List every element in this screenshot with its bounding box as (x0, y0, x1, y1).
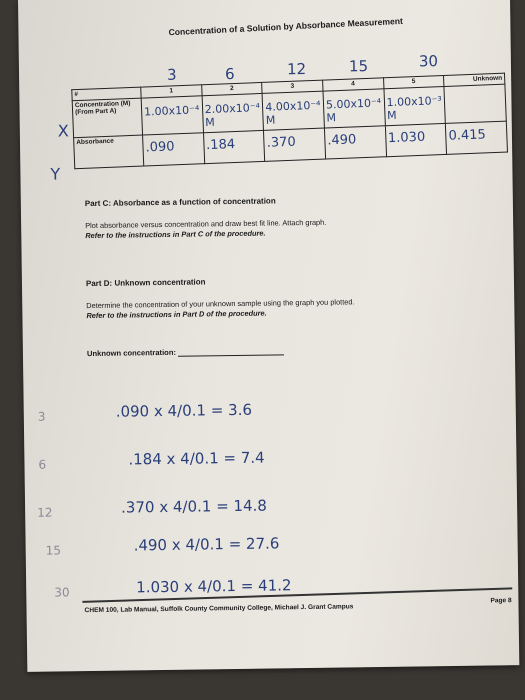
concentration-value: 1.00x10⁻⁴ (143, 103, 200, 119)
footer-text: CHEM 100, Lab Manual, Suffolk County Community College, Michael J. Grant Campus (84, 603, 354, 615)
calc-line: 1.030 x 4/0.1 = 41.2 (136, 576, 292, 597)
unknown-concentration-field (87, 346, 284, 358)
part-c-body (85, 218, 326, 241)
calc-line: .184 x 4/0.1 = 7.4 (128, 448, 265, 469)
absorbance-value: .090 (145, 139, 175, 156)
worksheet-title: Concentration of a Solution by Absorbance Measurement (168, 15, 404, 38)
concentration-label: Concentration (M) (From Part A) (72, 98, 142, 138)
x-axis-mark: X (57, 121, 69, 141)
calc-line: .370 x 4/0.1 = 14.8 (120, 496, 267, 517)
table-cell (385, 123, 447, 156)
calc-label: 15 (45, 543, 62, 558)
absorbance-value: .370 (266, 134, 297, 151)
worksheet-page (18, 0, 519, 672)
data-table (71, 73, 508, 170)
part-c-instruction: Refer to the instructions in Part C of the procedure. (85, 228, 266, 241)
answer-blank (178, 346, 284, 356)
absorbance-label: Absorbance (74, 135, 144, 169)
absorbance-value: 1.030 (387, 129, 426, 147)
handwritten-multiplier-2: 6 (224, 64, 235, 84)
unknown-absorbance-value: 0.415 (448, 127, 487, 144)
table-cell (384, 86, 446, 125)
table-cell (444, 84, 506, 123)
table-header-cell: 4 (323, 78, 384, 91)
handwritten-multiplier-4: 15 (348, 57, 369, 76)
handwritten-multiplier-3: 12 (286, 59, 307, 79)
table-cell (446, 121, 508, 154)
table-cell (324, 126, 386, 159)
y-axis-mark: Y (50, 164, 61, 184)
table-header-cell: Unknown (444, 73, 505, 86)
absorbance-value: .490 (327, 132, 357, 149)
table-header-cell: 5 (383, 75, 444, 88)
handwritten-multiplier-1: 3 (166, 65, 177, 84)
calc-label: 6 (38, 457, 47, 472)
table-cell (203, 130, 265, 163)
table-cell (323, 89, 385, 128)
part-c-text: Plot absorbance versus concentration and draw best fit line. Attach graph. (85, 217, 327, 231)
concentration-value: 4.00x10⁻⁴ M (265, 98, 321, 127)
part-d-text: Determine the concentration of your unknown sample using the graph you plotted. (86, 297, 355, 311)
table-cell (264, 128, 326, 161)
table-header-cell: 2 (201, 82, 262, 95)
part-d-instruction: Refer to the instructions in Part D of the procedure. (86, 308, 267, 321)
table-cell (141, 96, 203, 135)
table-header-cell: 1 (141, 85, 202, 98)
page-number: Page 8 (490, 597, 512, 605)
calc-label: 3 (37, 409, 46, 424)
unknown-concentration-label: Unknown concentration: (86, 347, 177, 359)
table-cell (143, 133, 205, 166)
part-d-title: Part D: Unknown concentration (85, 277, 206, 289)
table-cell (202, 93, 264, 132)
table-cell (262, 91, 324, 130)
concentration-value: 5.00x10⁻⁴ M (325, 96, 382, 125)
calc-label: 30 (54, 585, 70, 600)
part-c-title: Part C: Absorbance as a function of concentration (84, 196, 276, 209)
calc-line: .490 x 4/0.1 = 27.6 (133, 534, 280, 555)
absorbance-value: .184 (205, 137, 236, 154)
concentration-value: 1.00x10⁻³ M (386, 94, 443, 123)
table-header-cell: # (72, 87, 141, 101)
table-header-cell: 3 (262, 80, 323, 93)
handwritten-multiplier-5: 30 (418, 52, 439, 71)
calc-line: .090 x 4/0.1 = 3.6 (115, 400, 253, 421)
concentration-value: 2.00x10⁻⁴ M (204, 101, 261, 130)
calc-label: 12 (37, 505, 53, 520)
part-d-body (86, 297, 355, 321)
